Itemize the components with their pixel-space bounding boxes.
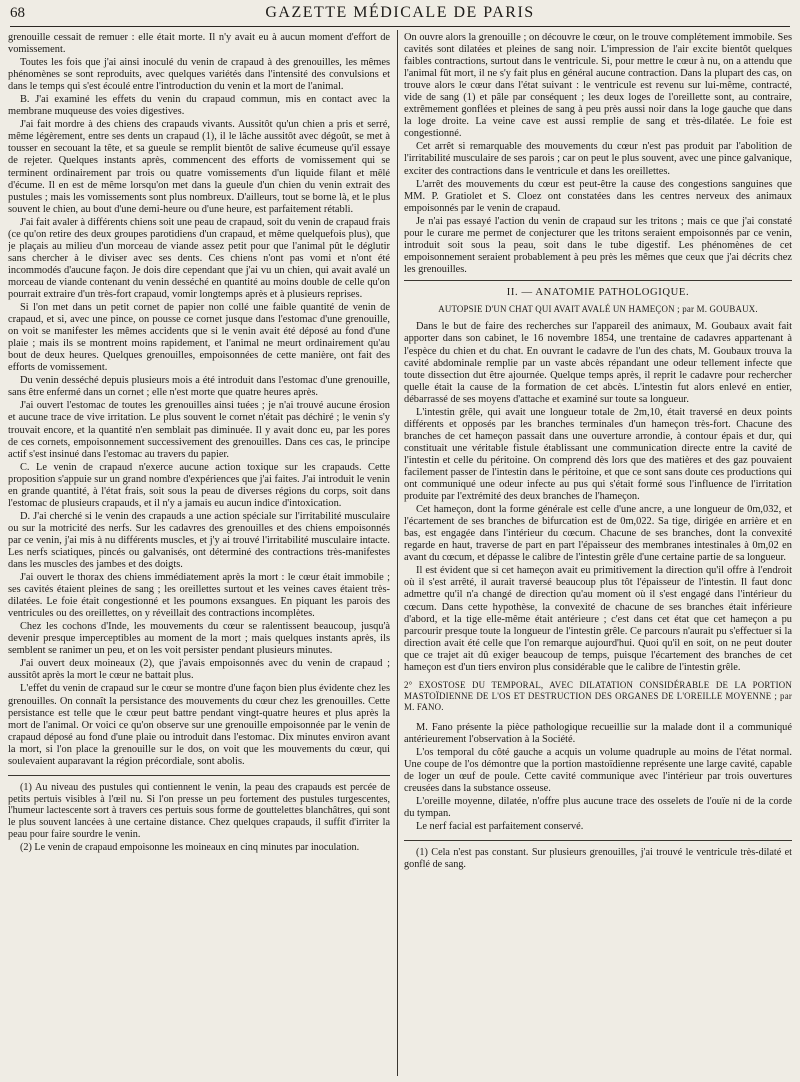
- paragraph: Je n'ai pas essayé l'action du venin de crapaud sur les tritons ; mais ce que j'ai constaté pour le curare me permet de conjecturer que les tritons seraient empoisonnés par ce venin, introduit soit sous la peau, soit dans le tube digestif. Les phénomènes de cet empoisonnement seraient probablement à peu près les mêmes que ceux que j'ai décrits chez les grenouilles.: [404, 215, 792, 275]
- paragraph: Cet arrêt si remarquable des mouvements du cœur n'est pas produit par l'abolition de l'irritabilité musculaire de ses parois ; car on peut le plus souvent, avec une pince galvanique, exciter des contractions dans le ventricule et dans les oreillettes.: [404, 141, 792, 177]
- header-rule: [10, 26, 790, 27]
- paragraph: L'arrêt des mouvements du cœur est peut-être la cause des congestions sanguines que MM. P. Gratiolet et S. Cloez ont constatées dans les centres nerveux des animaux empoisonnés par le venin de crapaud.: [404, 178, 792, 214]
- paragraph: Chez les cochons d'Inde, les mouvements du cœur se ralentissent beaucoup, jusqu'à devenir presque imperceptibles au moment de la mort ; mais quelques instants après, ils semblent se ranimer un peu, et on les voit persister pendant plusieurs minutes.: [8, 621, 390, 657]
- paragraph: D. J'ai cherché si le venin des crapauds a une action spéciale sur l'irritabilité musculaire ou sur la motricité des nerfs. Sur les cadavres des grenouilles et des chiens empoisonnés par ce venin, j'ai mis à nu différents muscles, et j'y ai trouvé l'irritabilité musculaire intacte. Les nerfs sciatiques, pincés ou galvanisés, ont déterminé des contractions très-manifestes dans les muscles des jambes et des doigts.: [8, 510, 390, 571]
- footnotes: [404, 847, 792, 871]
- footnote: (1) Au niveau des pustules qui contiennent le venin, la peau des crapauds est percée de petits pertuis visibles à l'œil nu. Si l'on presse un peu fortement des pustules turgescentes, l'humeur lactescente sort à travers ces pertuis sous forme de gouttelettes blanchâtres, qui sont le plus souvent lancées à une certaine distance. Chez quelques crapauds, il suffit d'irriter la peau pour faire sourdre le venin.: [8, 781, 390, 840]
- paragraph: Du venin desséché depuis plusieurs mois a été introduit dans l'estomac d'une grenouille, sans être enfermé dans un cornet ; elle n'est morte que quatre heures après.: [8, 375, 390, 399]
- section-rule: [404, 280, 792, 281]
- paragraph: grenouille cessait de remuer : elle était morte. Il n'y avait eu à aucun moment d'effort de vomissement.: [8, 32, 390, 56]
- paragraph: J'ai fait avaler à différents chiens soit une peau de crapaud, soit du venin de crapaud frais (ce qu'on retire des deux groupes parotidiens d'un crapaud, et même quelquefois plus), que je plaçais au milieu d'un morceau de viande assez petit pour que l'animal pût le déglutir sans chercher à le diviser avec ses dents. Ces chiens n'ont pas vomi et n'ont été incommodés d'aucune façon. Je dois dire cependant que j'ai vu un chien, qui avait avalé un morceau de viande contenant du venin desséché en quantité au moins double de celle qu'on pourrait extraire d'un très-fort crapaud, vomir longtemps après et à plusieurs reprises.: [8, 216, 390, 300]
- page-header: [10, 2, 790, 24]
- footnote-rule: [404, 840, 792, 841]
- paragraph: C. Le venin de crapaud n'exerce aucune action toxique sur les crapauds. Cette proposition s'appuie sur un grand nombre d'expériences que j'ai faites. J'ai introduit le venin en grande quantité, à l'état frais, soit sous la peau de diverses régions du corps, soit dans l'estomac de plusieurs crapauds, et il n'y a jamais eu aucun indice d'intoxication.: [8, 461, 390, 509]
- paragraph: Dans le but de faire des recherches sur l'appareil des animaux, M. Goubaux avait fait apporter dans son cabinet, le 16 novembre 1854, une trentaine de cadavres appartenant à l'espèce du chien et du chat. En ouvrant le cadavre de l'un des chats, M. Goubaux trouva la cavité abdominale remplie par un vaste abcès répandant une odeur tellement infecte que toute dissection dut être ajournée. Quelque temps après, il reprit le cadavre pour rechercher quelle était la cause de la formation de cet abcès. L'intestin fut alors enlevé en entier, débarrassé de ses moyens d'attache et examiné sur toute sa longueur.: [404, 321, 792, 405]
- paragraph: L'os temporal du côté gauche a acquis un volume quadruple au moins de l'état normal. Une coupe de l'os démontre que la portion mastoïdienne représente une large cavité, capable de loger un œuf de poule. Cette cavité communique avec l'intérieur par trois ouvertures creusées dans la substance osseuse.: [404, 746, 792, 794]
- footnote-rule: [8, 775, 390, 776]
- paragraph: L'effet du venin de crapaud sur le cœur se montre d'une façon bien plus évidente chez les grenouilles. On connaît la persistance des mouvements du cœur chez les grenouilles. Cette persistance est telle que le cœur peut battre pendant vingt-quatre heures et plus après la mort de l'animal. Or voici ce qu'on observe sur une grenouille empoisonnée par le venin de crapaud déposé au fond d'une plaie ou introduit dans l'estomac. Dix minutes environ avant la mort, si l'on place la grenouille sur le dos, on voit que les mouvements du cœur, qui soulevaient auparavant la région précordiale, sont abolis.: [8, 683, 390, 767]
- paragraph: B. J'ai examiné les effets du venin du crapaud commun, mis en contact avec la membrane muqueuse des voies digestives.: [8, 94, 390, 118]
- journal-title: GAZETTE MÉDICALE DE PARIS: [265, 4, 535, 21]
- paragraph: Si l'on met dans un petit cornet de papier non collé une faible quantité de venin de crapaud, et si, avec une pince, on pousse ce cornet jusque dans l'estomac d'une grenouille, on voit se manifester les mêmes accidents que si le venin avait été déposé au fond d'une plaie ; mais ils se montrent moins rapidement, et l'animal ne meurt ordinairement qu'au bout de deux heures. Quelques grenouilles, empoisonnées de cette manière, ont fait des efforts de vomissement.: [8, 302, 390, 374]
- page-number: 68: [10, 5, 25, 21]
- paragraph: J'ai ouvert l'estomac de toutes les grenouilles ainsi tuées ; je n'ai trouvé aucune érosion et aucune trace de vive irritation. Le plus souvent le cornet n'était pas déchiré ; le venin s'y trouvait encore, et la quantité n'en semblait pas diminuée. Il y avait donc eu, par les pores de ces cornets, empoisonnement successivement des grenouilles. Dans ces cas, le principe actif s'est insinué dans l'estomac au travers du papier.: [8, 400, 390, 460]
- paragraph: On ouvre alors la grenouille ; on découvre le cœur, on le trouve complétement immobile. Ses cavités sont dilatées et pleines de sang noir. L'impression de l'air excite bientôt quelques faibles contractions, surtout dans le ventricule. Si, pour mettre le cœur à nu, on a attendu que l'animal fût mort, il ne s'y fait plus en général aucune contraction. Dans la plupart des cas, on trouve alors le cœur dans l'état suivant : le ventricule est revenu sur lui-même, contracté, vide de sang (1) et pâle par conséquent ; les deux loges de l'oreillette sont, au contraire, extrêmement gonflées et pleines de sang à peu près aussi noir dans la loge gauche que dans la loge droite. La veine cave est aussi remplie de sang et très-dilatée. Le foie est congestionné.: [404, 32, 792, 140]
- paragraph: J'ai ouvert deux moineaux (2), que j'avais empoisonnés avec du venin de crapaud ; aussitôt après la mort le cœur ne battait plus.: [8, 658, 390, 682]
- paragraph: Le nerf facial est parfaitement conservé.: [416, 821, 584, 833]
- paragraph: Il est évident que si cet hameçon avait eu primitivement la direction qu'il offre à l'endroit où il s'est arrêté, il aurait traversé beaucoup plus tôt l'épaisseur de l'intestin. Il faut donc admettre qu'il n'a changé de direction qu'au moment où il s'est engagé dans l'intérieur du cœcum. Dans cette hypothèse, la convexité de chacune de ses branches était inférieure d'abord, et la tige elle-même était antérieure ; c'est dans cet état que cet hameçon a pu parcourir presque toute la longueur de l'intestin grêle. Ce parcours n'aurait pu s'effectuer si la direction avait été celle que l'on remarque aujourd'hui. Quoi qu'il en soit, on ne peut douter que ce trajet ait dû exiger beaucoup de temps, puisque l'écartement des branches de cet hameçon est d'un tiers environ plus considérable que le calibre de l'intestin grêle.: [404, 565, 792, 673]
- paragraph: L'oreille moyenne, dilatée, n'offre plus aucune trace des osselets de l'ouïe ni de la corde du tympan.: [404, 795, 792, 820]
- paragraph: Cet hameçon, dont la forme générale est celle d'une ancre, a une longueur de 0m,032, et l'écartement de ses branches de bifurcation est de 0m,022. Sa tige, dirigée en arrière et en bas, est engagée dans l'intérieur du cœcum. Chacune de ses branches, dont la convexité regarde en haut, traverse de part en part l'épaisseur des membranes intestinales à 0m,02 en avant du cœcum, et dépasse le calibre de l'intestin grêle d'une certaine partie de sa longueur.: [404, 504, 792, 564]
- column-divider: [397, 30, 398, 1076]
- footnotes: [8, 782, 390, 854]
- footnote: (1) Cela n'est pas constant. Sur plusieurs grenouilles, j'ai trouvé le ventricule très-dilaté et gonflé de sang.: [404, 847, 792, 870]
- paragraph: Toutes les fois que j'ai ainsi inoculé du venin de crapaud à des grenouilles, les mêmes phénomènes se sont reproduits, avec quelques variétés dans l'intensité des convulsions et dans le temps qui s'est écoulé entre l'introduction du venin et la mort de l'animal.: [8, 57, 390, 93]
- footnote: (2) Le venin de crapaud empoisonne les moineaux en cinq minutes par inoculation.: [20, 841, 360, 853]
- right-column: [404, 32, 792, 1072]
- paragraph: M. Fano présente la pièce pathologique recueillie sur la malade dont il a communiqué antérieurement l'observation à la Société.: [404, 721, 792, 745]
- paragraph: J'ai ouvert le thorax des chiens immédiatement après la mort : le cœur était immobile ; ses cavités étaient pleines de sang ; les oreillettes surtout et les veines caves étaient très-dilatées. Le foie était congestionné et les poumons exsangues. En piquant les parois des ventricules ou des oreillettes, on y réveillait des contractions incomplètes.: [8, 572, 390, 620]
- section-title: II. — ANATOMIE PATHOLOGIQUE.: [506, 286, 690, 298]
- article-subtitle: AUTOPSIE D'UN CHAT QUI AVAIT AVALÉ UN HAMEÇON ; par M. GOUBAUX.: [438, 303, 758, 314]
- article-subtitle: 2° EXOSTOSE DU TEMPORAL, AVEC DILATATION CONSIDÉRABLE DE LA PORTION MASTOÏDIENNE DE L'OS ET DESTRUCTION DES ORGANES DE L'OREILLE MOYENNE ; par M. FANO.: [404, 679, 792, 713]
- left-column: [8, 32, 390, 1072]
- paragraph: L'intestin grêle, qui avait une longueur totale de 2m,10, était traversé en deux points différents et opposés par les branches terminales d'un hameçon très-fort. Chacune des branches de cet hameçon passait dans une ouverture arrondie, à contour épais et dur, qui constituait une véritable fistule établissant une communication directe entre la cavité de l'intestin et celle du péritoine. On comprend dès lors que des matières et des gaz pouvaient facilement passer de l'intestin dans le péritoine, et que ce sont sans doute ces productions qui ont communiqué une odeur infecte au pus qui s'était formé sous l'influence de l'irritation produite par l'extrémité des deux branches de l'hameçon.: [404, 406, 792, 503]
- paragraph: J'ai fait mordre à des chiens des crapauds vivants. Aussitôt qu'un chien a pris et serré, même légèrement, entre ses dents un crapaud (1), il le lâche aussitôt avec dégoût, se met à tousser en secouant la tête, et sa gueule se remplit bientôt de salive écumeuse qu'il essaye de rejeter. Quelques instants après, commencent des efforts de vomissement qui se terminent ordinairement par trois ou quatre vomissements d'un liquide filant et mêlé d'écume. Il en est de même lorsqu'on met dans la gueule d'un chien du venin extrait des pustules ; mais les vomissements sont plus nombreux. D'ailleurs, tout se borne là, et le plus souvent le chien, au bout d'une demi-heure ou d'une heure, est parfaitement rétabli.: [8, 119, 390, 215]
